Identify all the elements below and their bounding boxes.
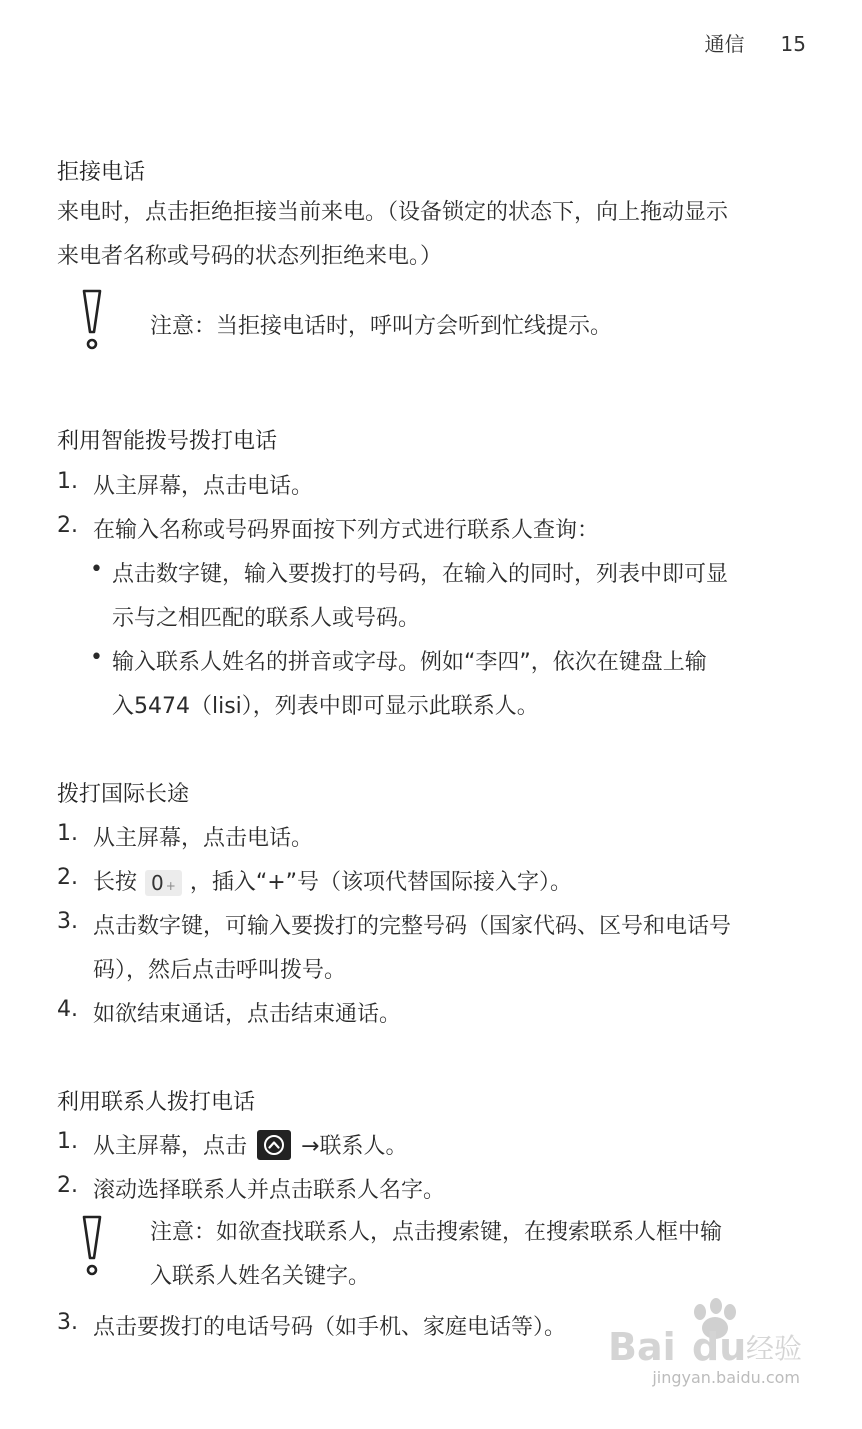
smart-bullet2-line2: 入5474（lisi），列表中即可显示此联系人。 — [112, 694, 539, 719]
intl-step2-post: ，插入“+”号（该项代替国际接入字）。 — [189, 870, 573, 895]
smart-step1: 从主屏幕，点击电话。 — [93, 474, 314, 499]
contacts-note-line1: 注意：如欲查找联系人，点击搜索键，在搜索联系人框中输 — [150, 1220, 723, 1245]
intl-step3-num: 3. — [57, 909, 78, 934]
bullet-dot: • — [90, 645, 103, 670]
svg-text:du: du — [692, 1325, 747, 1369]
intl-step4-num: 4. — [57, 997, 78, 1022]
intl-heading: 拨打国际长途 — [57, 782, 190, 807]
intl-step3-line2: 码），然后点击呼叫拨号。 — [93, 958, 347, 983]
exclamation-icon — [80, 288, 104, 352]
intl-step2-pre: 长按 — [93, 870, 138, 895]
intl-step2 — [93, 865, 572, 896]
intl-step2-num: 2. — [57, 865, 78, 890]
svg-text:Bai: Bai — [608, 1325, 676, 1369]
intl-step1: 从主屏幕，点击电话。 — [93, 826, 314, 851]
svg-text:经验: 经验 — [746, 1332, 803, 1365]
smart-bullet1-line1: 点击数字键，输入要拨打的号码，在输入的同时，列表中即可显 — [112, 562, 729, 587]
reject-heading: 拒接电话 — [57, 160, 146, 185]
smart-step2: 在输入名称或号码界面按下列方式进行联系人查询： — [93, 518, 600, 543]
contacts-step2-num: 2. — [57, 1173, 78, 1198]
contacts-step3: 点击要拨打的电话号码（如手机、家庭电话等）。 — [93, 1315, 567, 1340]
smart-step2-num: 2. — [57, 513, 78, 538]
intl-step3-line1: 点击数字键，可输入要拨打的完整号码（国家代码、区号和电话号 — [93, 914, 732, 939]
contacts-step1-num: 1. — [57, 1129, 78, 1154]
smart-bullet1-line2: 示与之相匹配的联系人或号码。 — [112, 606, 421, 631]
smart-step1-num: 1. — [57, 469, 78, 494]
contacts-heading: 利用联系人拨打电话 — [57, 1090, 256, 1115]
section-title: 通信 — [704, 32, 745, 56]
contacts-note-line2: 入联系人姓名关键字。 — [150, 1264, 371, 1289]
intl-step4: 如欲结束通话，点击结束通话。 — [93, 1002, 402, 1027]
exclamation-icon — [80, 1214, 104, 1278]
contacts-step2: 滚动选择联系人并点击联系人名字。 — [93, 1178, 446, 1203]
page-number: 15 — [780, 32, 806, 56]
page-header — [705, 28, 806, 57]
contacts-step1 — [93, 1129, 407, 1162]
contacts-step1-pre: 从主屏幕，点击 — [93, 1134, 248, 1159]
chevron-up-circle-icon — [257, 1130, 291, 1160]
watermark-url: jingyan.baidu.com — [652, 1368, 800, 1387]
reject-text-line1: 来电时，点击拒绝拒接当前来电。（设备锁定的状态下，向上拖动显示 — [57, 200, 729, 225]
contacts-step1-post: →联系人。 — [301, 1134, 408, 1159]
smart-heading: 利用智能拨号拨打电话 — [57, 429, 278, 454]
smart-bullet2-line1: 输入联系人姓名的拼音或字母。例如“李四”，依次在键盘上输 — [112, 650, 707, 675]
contacts-step3-num: 3. — [57, 1310, 78, 1335]
reject-text-line2: 来电者名称或号码的状态列拒绝来电。） — [57, 244, 443, 269]
reject-note: 注意：当拒接电话时，呼叫方会听到忙线提示。 — [150, 314, 613, 339]
bullet-dot: • — [90, 557, 103, 582]
zero-plus-key: 0 + — [145, 870, 182, 896]
intl-step1-num: 1. — [57, 821, 78, 846]
